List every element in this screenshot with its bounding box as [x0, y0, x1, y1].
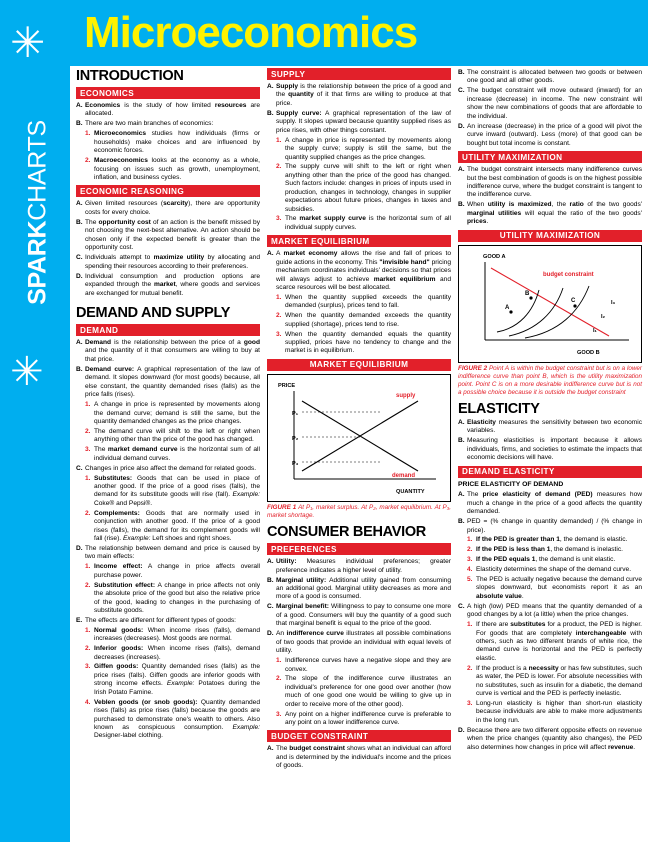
sublist-marker: 1.: [467, 621, 473, 629]
sublist-item-text: The slope of the indifference curve illustrates an individual's preference for one good over another (how much of one good one would be willing to give up in order to receive more of the other good).: [285, 675, 451, 708]
sublist-item-text: When the quantity demanded equals the quantity supplied, prices have no tendency to change and the market is in equilibrium.: [285, 330, 451, 355]
sublist-item-text: Complements: Goods that are normally used in conjunction with another good. If the price of a good rises (falls), the demand for its complement goods will fall (rise). Example: Left shoes and right shoes.: [94, 509, 260, 542]
sublist-item-text: If there are substitutes for a product, the PED is higher. For goods that are completely interchangeable with others, such as two different brands of white rice, the demand curve is horizontal and the PED is perfectly elastic.: [476, 621, 643, 662]
sublist-item-text: Veblen goods (or snob goods): Quantity demanded rises (falls) as price rises (falls) because the goods are purchased to demonstrate one's wealth to others. Also known as conspicuous consumption. Example: Designer-label clothing.: [94, 698, 260, 740]
demand-list: [76, 339, 260, 741]
sublist-item-text: If the PED is greater than 1, the demand is elastic.: [476, 536, 628, 544]
sublist-item-text: If the PED is less than 1, the demand is inelastic.: [476, 546, 623, 554]
list-item-text: Individuals attempt to maximize utility by allocating and spending their resources according to their preferences.: [85, 254, 260, 270]
list-item-text: Supply curve: A graphical representation of the law of supply. It slopes upward because quantity supplied rises as price rises, with other things constant.: [276, 109, 451, 134]
list-item: [76, 200, 260, 217]
svg-text:demand: demand: [392, 472, 416, 479]
sublist-item-text: If the product is a necessity or has few substitutes, such as water, the PED is lower. For absolute necessities with no substitutes, such as insulin for a diabetic, the demand curve is vertical and the PED is perfectly inelastic.: [476, 664, 642, 697]
list-item: [76, 366, 260, 463]
list-item: [458, 166, 642, 200]
sublist-item-text: Giffen goods: Quantity demanded rises (falls) as the price rises (falls). Giffen goods are inferior goods with strong income effects. Example: Potatoes during the Irish Potato Famine.: [94, 663, 260, 696]
list-marker: B.: [458, 518, 465, 526]
sublist-item: [467, 576, 642, 601]
list-item-text: Because there are two different opposite effects on revenue when the price changes (quantity also changes), the PED also determines how changes in price will affect revenue.: [467, 726, 642, 751]
list-marker: C.: [458, 87, 465, 95]
list-item: [76, 545, 260, 615]
list-item-text: The constraint is allocated between two goods or between one good and all other goods.: [467, 69, 642, 85]
ped-list: [458, 491, 642, 752]
list-item-text: There are two main branches of economics:: [85, 120, 214, 128]
sublist-item-text: Macroeconomics looks at the economy as a whole, focusing on issues such as growth, unemployment, inflation, and business cycles.: [94, 157, 260, 181]
list-marker: E.: [76, 617, 83, 625]
column-3: [458, 68, 642, 836]
sublist-marker: 1.: [276, 657, 282, 665]
economics-list: [76, 102, 260, 182]
preferences-list: [267, 558, 451, 727]
supply-list: [267, 83, 451, 232]
list-item: [458, 201, 642, 226]
page-title: Microeconomics: [84, 8, 418, 57]
svg-text:PRICE: PRICE: [278, 382, 296, 389]
utility-list: [458, 166, 642, 227]
sublist-item: [276, 312, 451, 329]
list-marker: A.: [267, 83, 274, 90]
sublist-marker: 2.: [276, 163, 282, 171]
figure1-caption: FIGURE 1 At P₁, market surplus. At P₂, market equilibrium. At P₃, market shortage.: [267, 504, 452, 520]
sublist-item: [467, 621, 642, 663]
list-item: [267, 83, 451, 108]
list-marker: D.: [458, 726, 465, 734]
list-item-text: Marginal benefit: Willingness to pay to consume one more of a good. Consumers will buy the quantity of a good such that marginal benefit is equal to the price of the good.: [276, 603, 451, 628]
section-demand-and-supply: DEMAND AND SUPPLY: [76, 305, 231, 322]
sublist: [276, 657, 451, 727]
brand-spark: SPARK: [23, 220, 52, 305]
list-marker: B.: [458, 69, 465, 76]
subsection-preferences: PREFERENCES: [267, 543, 451, 555]
list-item-text: PED = (% change in quantity demanded) / (% change in price).: [467, 518, 642, 534]
list-marker: A.: [267, 745, 274, 753]
sublist-marker: 2.: [276, 312, 282, 320]
sublist-item-text: The demand curve will shift to the left or right when anything other than the price of the good has changed.: [94, 427, 260, 444]
list-item-text: Marginal utility: Additional utility gained from consuming an additional good. Marginal utility decreases as more and more of a good is consumed.: [276, 576, 452, 601]
left-brand-rail: [0, 0, 70, 842]
ped-subheading: PRICE ELASTICITY OF DEMAND: [458, 480, 564, 488]
list-marker: D.: [76, 545, 83, 553]
list-item-text: An increase (decrease) in the price of a good will pivot the curve inward (outward). Less (more) of that good can be bought but total income is constant.: [467, 122, 642, 147]
sublist: [276, 137, 451, 233]
section-elasticity: ELASTICITY: [458, 400, 540, 417]
sublist-item: [85, 563, 260, 580]
sublist-marker: 1.: [85, 474, 91, 482]
sublist: [467, 536, 642, 601]
list-item-text: A high (low) PED means that the quantity demanded of a good changes by a lot (a little) when the price changes.: [467, 602, 642, 619]
list-item-text: Given limited resources (scarcity), there are opportunity costs for every choice.: [85, 200, 260, 216]
sublist-marker: 1.: [85, 563, 91, 571]
list-marker: A.: [76, 102, 83, 109]
sublist-item-text: When the quantity demanded exceeds the quantity supplied (shortage), prices tend to rise.: [285, 312, 451, 328]
sublist-item: [276, 675, 451, 709]
sublist-marker: 1.: [85, 401, 91, 409]
list-item-text: The budget constraint shows what an individual can afford and is determined by the individual's income and the prices of goods.: [276, 745, 451, 770]
sublist: [276, 294, 451, 356]
list-item-text: Elasticity measures the sensitivity between two economic variables.: [467, 418, 642, 435]
list-marker: A.: [267, 558, 274, 566]
section-consumer-behavior: CONSUMER BEHAVIOR: [267, 524, 426, 541]
sublist: [85, 563, 260, 615]
list-item-text: Supply is the relationship between the price of a good and the quantity of it that firms are willing to produce at that price.: [276, 83, 451, 107]
sublist-item-text: If the PED equals 1, the demand is unit elastic.: [476, 556, 616, 564]
list-marker: B.: [458, 201, 465, 209]
sublist-item-text: Indifference curves have a negative slope and they are convex.: [285, 657, 451, 673]
list-marker: B.: [458, 437, 465, 445]
subsection-utility-maximization: UTILITY MAXIMIZATION: [458, 151, 642, 163]
sublist-marker: 3.: [467, 556, 473, 564]
list-marker: B.: [76, 218, 83, 226]
list-marker: A.: [458, 418, 465, 426]
list-item-text: Individual consumption and production options are expanded through the market, where goods and services are exchanged for mutual benefit.: [85, 272, 260, 297]
svg-text:GOOD A: GOOD A: [483, 253, 506, 260]
list-item: [76, 102, 260, 119]
list-item-text: The price elasticity of demand (PED) measures how much a change in the price of a good affects the quantity demanded.: [467, 491, 642, 516]
list-item: [267, 558, 451, 575]
list-item-text: A market economy allows the rise and fall of prices to guide actions in the economy. This "invisible hand" pricing mechanism coordinates individuals' decisions so that prices will always adjust to achieve market equilibrium and scarce resources will be best allocated.: [276, 250, 451, 292]
list-marker: A.: [458, 166, 465, 174]
sublist-marker: 1.: [85, 626, 91, 634]
list-item-text: The relationship between demand and price is caused by two main effects:: [85, 545, 260, 561]
list-marker: D.: [76, 272, 83, 280]
sublist-marker: 3.: [276, 710, 282, 718]
sublist-marker: 2.: [85, 509, 91, 517]
svg-text:C: C: [571, 297, 576, 304]
sublist-item: [85, 699, 260, 741]
list-item: [458, 491, 642, 516]
sublist-marker: 3.: [467, 699, 473, 707]
sublist-item: [85, 645, 260, 662]
list-item: [267, 577, 451, 602]
sublist-item-text: The market demand curve is the horizontal sum of all individual demand curves.: [94, 446, 260, 462]
sublist-item-text: Long-run elasticity is higher than short-run elasticity because individuals are able to make more adjustments in the long run.: [476, 699, 642, 724]
sublist: [85, 627, 260, 741]
subsection-economics: ECONOMICS: [76, 87, 260, 99]
list-item-text: Economics is the study of how limited resources are allocated.: [85, 102, 260, 118]
sublist-item-text: Substitutes: Goods that can be used in place of another good. If the price of a good rises (falls), the demand for its substitute goods will rise (fall). Example: Coke® and Pepsi®.: [94, 474, 260, 507]
sublist-item-text: Elasticity determines the shape of the demand curve.: [476, 565, 632, 573]
sublist-item: [85, 627, 260, 644]
list-item: [458, 518, 642, 601]
sublist-item-text: Substitution effect: A change in price affects not only the absolute price of the good but also the relative price of the good, leading to changes in the purchasing of substitute goods.: [94, 581, 260, 614]
star-icon: ✳: [10, 18, 46, 67]
sublist-marker: 2.: [85, 427, 91, 435]
sublist-marker: 1.: [276, 136, 282, 144]
list-item: [267, 745, 451, 770]
reasoning-list: [76, 200, 260, 298]
subsection-demand-elasticity: DEMAND ELASTICITY: [458, 466, 642, 478]
sublist-item: [85, 130, 260, 155]
sublist-marker: 1.: [467, 536, 473, 544]
brand-logo: [24, 113, 53, 313]
svg-text:GOOD B: GOOD B: [577, 349, 600, 356]
svg-text:budget constraint: budget constraint: [543, 271, 594, 278]
star-icon: ✳: [10, 349, 44, 395]
figure2-title: UTILITY MAXIMIZATION: [458, 230, 642, 242]
sublist-item: [467, 556, 642, 564]
svg-text:I₂: I₂: [601, 313, 606, 320]
list-item: [76, 465, 260, 544]
figure1-title: MARKET EQUILIBRIUM: [267, 359, 451, 371]
list-marker: B.: [267, 109, 274, 117]
list-marker: D.: [458, 122, 465, 130]
sublist-item: [276, 711, 451, 728]
list-marker: A.: [76, 339, 83, 347]
list-item: [458, 419, 642, 436]
list-item-text: An indifference curve illustrates all possible combinations of two goods that provide an individual with equal levels of utility.: [276, 630, 451, 655]
sublist-item: [276, 657, 451, 674]
sublist-item: [85, 446, 260, 463]
list-marker: C.: [76, 464, 83, 472]
sublist-marker: 3.: [276, 330, 282, 338]
list-marker: A.: [458, 491, 465, 499]
sublist-item: [276, 163, 451, 214]
budget-list: [267, 745, 451, 770]
sublist-marker: 3.: [85, 663, 91, 671]
sublist-item: [85, 401, 260, 426]
section-introduction: INTRODUCTION: [76, 68, 184, 84]
sublist-item: [467, 665, 642, 699]
sublist-item-text: Income effect: A change in price affects overall purchase power.: [94, 563, 261, 579]
sublist-item: [276, 215, 451, 232]
list-item: [267, 110, 451, 232]
list-item-text: Demand is the relationship between the price of a good and the quantity of it that consumers are willing to buy at that price.: [85, 339, 260, 363]
sublist-item-text: The market supply curve is the horizontal sum of all individual supply curves.: [285, 215, 451, 231]
list-item: [76, 254, 260, 271]
sublist-item-text: A change in price is represented by movements along the supply curve; supply is still the same, but the quantity supplied changes as the price changes.: [285, 136, 451, 161]
figure2-utility-maximization: [458, 245, 642, 363]
sublist: [467, 621, 642, 725]
sublist-marker: 1.: [276, 294, 282, 301]
list-marker: B.: [76, 365, 83, 373]
svg-text:I₃: I₃: [611, 299, 616, 306]
sublist-item: [276, 331, 451, 356]
sublist-item: [467, 566, 642, 574]
list-marker: A.: [267, 250, 274, 258]
svg-text:P₁: P₁: [292, 410, 299, 417]
subsection-supply: SUPPLY: [267, 68, 451, 80]
list-item: [76, 617, 260, 741]
elasticity-list: [458, 419, 642, 463]
equilibrium-list: [267, 250, 451, 356]
sublist-item: [85, 157, 260, 182]
sublist-item: [467, 700, 642, 725]
list-marker: B.: [267, 576, 274, 584]
sublist-item: [85, 475, 260, 509]
sublist-marker: 2.: [85, 581, 91, 589]
list-item-text: The budget constraint intersects many indifference curves but the best combination of goods is on the highest possible indifference curve, where the budget constraint is tangent to the indifference curve.: [467, 166, 642, 199]
sublist-item: [467, 536, 642, 544]
list-item: [458, 603, 642, 725]
sublist-marker: 3.: [85, 446, 91, 454]
sublist-item-text: Any point on a higher indifference curve is preferable to any point on a lower indifference curve.: [285, 710, 451, 726]
svg-text:P₂: P₂: [292, 435, 299, 442]
brand-charts: CHARTS: [23, 120, 52, 221]
sublist-item: [467, 546, 642, 554]
sublist-item-text: Microeconomics studies how individuals (firms or households) make choices and are influenced by economic forces.: [94, 130, 260, 155]
column-1: [76, 68, 260, 836]
list-marker: B.: [76, 120, 83, 128]
svg-text:P₃: P₃: [292, 460, 299, 467]
list-item: [267, 603, 451, 628]
sublist-item: [276, 294, 451, 311]
sublist-item: [276, 137, 451, 162]
list-item: [76, 120, 260, 182]
subsection-economic-reasoning: ECONOMIC REASONING: [76, 185, 260, 197]
list-item: [76, 273, 260, 298]
sublist-item-text: Inferior goods: When income rises (falls), demand decreases (increases).: [94, 645, 260, 661]
subsection-market-equilibrium: MARKET EQUILIBRIUM: [267, 235, 451, 247]
sublist-marker: 1.: [85, 130, 91, 138]
list-item-text: Demand curve: A graphical representation of the law of demand. It slopes downward (for most goods) because, all else constant, the quantity demanded rises (falls) as the price falls (rises).: [85, 365, 260, 399]
list-item-text: Measuring elasticities is important because it allows individuals, firms, and societies to estimate the impacts that economic decisions will have.: [467, 437, 642, 462]
list-marker: C.: [76, 254, 83, 262]
sublist: [85, 130, 260, 182]
subsection-demand: DEMAND: [76, 324, 260, 336]
list-item-text: The budget constraint will move outward (inward) for an increase (decrease) in income. The new constraint will show the new combinations of goods that are affordable to the individual.: [467, 87, 642, 120]
list-item: [458, 69, 642, 86]
sublist-marker: 5.: [467, 575, 473, 583]
list-item-text: When utility is maximized, the ratio of the two goods' marginal utilities will equal the ratio of the two goods' prices.: [467, 201, 642, 226]
sublist-item: [85, 510, 260, 544]
sublist-marker: 2.: [467, 664, 473, 672]
figure2-caption-text: Point A is within the budget constraint but is on a lower indifference curve than point B, which is the utility maximization point. Point C is on a more desirable indifference curve but is not a possible choice because it is outside the budget constraint: [458, 365, 642, 396]
list-marker: A.: [76, 200, 83, 208]
list-item: [458, 87, 642, 121]
sublist-item-text: When the quantity supplied exceeds the quantity demanded (surplus), prices tend to fall.: [285, 294, 451, 310]
list-item: [267, 630, 451, 727]
list-item: [76, 219, 260, 253]
column-2: [267, 68, 451, 836]
sublist-marker: 2.: [467, 546, 473, 554]
svg-text:QUANTITY: QUANTITY: [396, 488, 425, 495]
svg-text:B: B: [525, 290, 530, 297]
sublist-item-text: Normal goods: When income rises (falls), demand increases (decreases). Most goods are normal.: [94, 626, 260, 643]
svg-text:A: A: [505, 304, 510, 311]
sublist-item-text: The supply curve will shift to the left or right when anything other than the price of the good has changed. Such factors include: changes in prices of inputs used in production, changes in technology, changes in supplier expectations about future prices, changes in taxes and subsidies.: [285, 163, 451, 213]
figure1-market-equilibrium: [267, 374, 451, 502]
list-item-text: The effects are different for different types of goods:: [85, 617, 237, 625]
sublist-item-text: A change in price is represented by movements along the demand curve; demand is still the same, but the quantity demanded changes as the price changes.: [94, 401, 260, 426]
list-item-text: Utility: Measures individual preferences; greater preference indicates a higher level of utility.: [276, 558, 451, 574]
list-item: [76, 339, 260, 364]
sublist: [85, 475, 260, 544]
list-item: [458, 123, 642, 148]
sublist-marker: 2.: [85, 157, 91, 165]
sublist-marker: 2.: [276, 675, 282, 683]
list-marker: C.: [458, 602, 465, 610]
list-item-text: The opportunity cost of an action is the benefit missed by not choosing the next-best alternative. An action should be chosen only if the expected benefit is greater than the opportunity cost.: [85, 218, 260, 252]
sublist-item: [85, 428, 260, 445]
list-item-text: Changes in price also affect the demand for related goods.: [85, 464, 257, 472]
figure1-caption-text: At P₁, market surplus. At P₂, market equilibrium. At P₃, market shortage.: [267, 504, 452, 520]
figure2-caption: FIGURE 2 Point A is within the budget constraint but is on a lower indifference curve than point B, which is the utility maximization point. Point C is on a more desirable indifference curve but is not a possible choice because it is outside the budget constraint: [458, 365, 642, 396]
list-item: [267, 250, 451, 356]
list-item: [458, 437, 642, 462]
subsection-budget-constraint: BUDGET CONSTRAINT: [267, 730, 451, 742]
list-marker: C.: [267, 603, 274, 611]
sublist-marker: 3.: [276, 215, 282, 223]
sublist-marker: 4.: [467, 565, 473, 573]
svg-text:supply: supply: [396, 392, 416, 399]
sublist: [85, 401, 260, 463]
sublist-item-text: The PED is actually negative because the demand curve slopes downward, but economists report it as an absolute value.: [476, 575, 642, 600]
svg-text:I₁: I₁: [593, 327, 597, 334]
budget-continued-list: [458, 69, 642, 148]
list-item: [458, 727, 642, 752]
sublist-marker: 2.: [85, 645, 91, 653]
list-marker: D.: [267, 630, 274, 638]
content-columns: [76, 68, 642, 836]
sublist-marker: 4.: [85, 698, 91, 706]
sublist-item: [85, 582, 260, 616]
sublist-item: [85, 663, 260, 697]
